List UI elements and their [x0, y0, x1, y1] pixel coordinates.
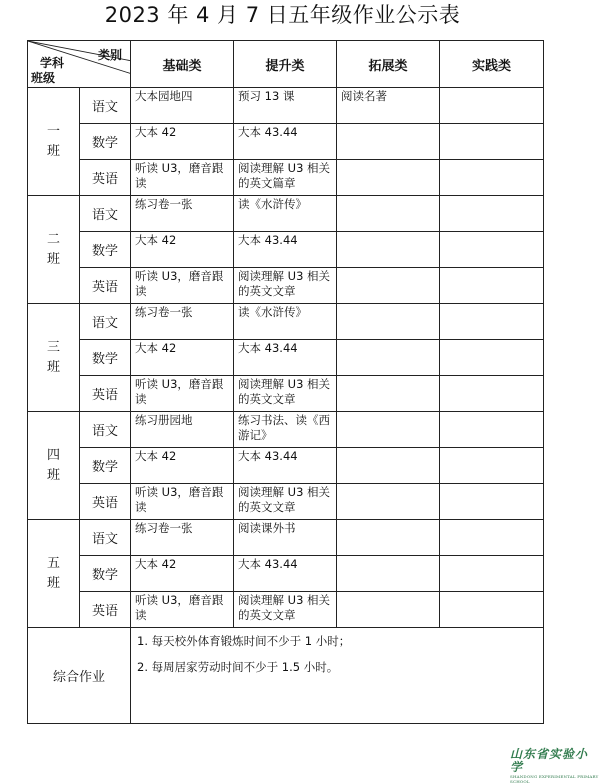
extend-homework-cell: [337, 196, 440, 232]
improve-homework-cell: 阅读理解 U3 相关的英文文章: [234, 484, 337, 520]
subject-cell: 语文: [80, 88, 131, 124]
practice-homework-cell: [440, 268, 544, 304]
extend-homework-cell: [337, 340, 440, 376]
table-row: [28, 592, 544, 628]
extend-homework-cell: [337, 124, 440, 160]
class-name-char: 四: [46, 447, 60, 463]
corner-label-category: 类别: [97, 48, 122, 62]
extend-homework-cell: [337, 376, 440, 412]
basic-homework-cell: 听读 U3，磨音跟读: [131, 268, 234, 304]
summary-content: [131, 628, 544, 724]
improve-homework-cell: 阅读课外书: [234, 520, 337, 556]
table-row: [28, 232, 544, 268]
column-header-practice: 实践类: [440, 41, 544, 88]
class-name-cell: [28, 520, 80, 628]
subject-cell: 数学: [80, 448, 131, 484]
practice-homework-cell: [440, 556, 544, 592]
table-row: [28, 88, 544, 124]
column-header-basic: 基础类: [131, 41, 234, 88]
subject-cell: 英语: [80, 484, 131, 520]
class-name-char: 班: [46, 143, 60, 159]
extend-homework-cell: [337, 412, 440, 448]
subject-cell: 英语: [80, 376, 131, 412]
subject-cell: 语文: [80, 196, 131, 232]
table-row: [28, 448, 544, 484]
improve-homework-cell: 读《水浒传》: [234, 304, 337, 340]
practice-homework-cell: [440, 520, 544, 556]
improve-homework-cell: 阅读理解 U3 相关的英文篇章: [234, 160, 337, 196]
summary-item: 2. 每周居家劳动时间不少于 1.5 小时。: [137, 660, 339, 674]
improve-homework-cell: 阅读理解 U3 相关的英文文章: [234, 376, 337, 412]
table-row: [28, 304, 544, 340]
basic-homework-cell: 大本园地四: [131, 88, 234, 124]
improve-homework-cell: 读《水浒传》: [234, 196, 337, 232]
practice-homework-cell: [440, 160, 544, 196]
practice-homework-cell: [440, 304, 544, 340]
subject-cell: 语文: [80, 412, 131, 448]
practice-homework-cell: [440, 124, 544, 160]
basic-homework-cell: 听读 U3，磨音跟读: [131, 160, 234, 196]
extend-homework-cell: [337, 484, 440, 520]
basic-homework-cell: 练习卷一张: [131, 196, 234, 232]
subject-cell: 数学: [80, 340, 131, 376]
practice-homework-cell: [440, 232, 544, 268]
table-row: [28, 268, 544, 304]
basic-homework-cell: 大本 42: [131, 232, 234, 268]
extend-homework-cell: [337, 304, 440, 340]
subject-cell: 英语: [80, 160, 131, 196]
class-name-cell: [28, 196, 80, 304]
school-logo: [510, 747, 600, 784]
basic-homework-cell: 大本 42: [131, 448, 234, 484]
subject-cell: 数学: [80, 232, 131, 268]
table-row: [28, 412, 544, 448]
class-name-char: 班: [46, 251, 60, 267]
corner-label-class: 班级: [31, 71, 56, 85]
class-name-char: 班: [46, 359, 60, 375]
basic-homework-cell: 练习卷一张: [131, 520, 234, 556]
extend-homework-cell: [337, 520, 440, 556]
practice-homework-cell: [440, 88, 544, 124]
extend-homework-cell: [337, 556, 440, 592]
table-row: [28, 124, 544, 160]
practice-homework-cell: [440, 196, 544, 232]
practice-homework-cell: [440, 412, 544, 448]
basic-homework-cell: 大本 42: [131, 124, 234, 160]
basic-homework-cell: 练习册园地: [131, 412, 234, 448]
extend-homework-cell: [337, 160, 440, 196]
summary-row: [28, 628, 544, 724]
improve-homework-cell: 练习书法、读《西游记》: [234, 412, 337, 448]
subject-cell: 英语: [80, 268, 131, 304]
table-row: [28, 376, 544, 412]
improve-homework-cell: 大本 43.44: [234, 448, 337, 484]
table-row: [28, 520, 544, 556]
basic-homework-cell: 听读 U3，磨音跟读: [131, 376, 234, 412]
improve-homework-cell: 大本 43.44: [234, 232, 337, 268]
homework-table: [27, 40, 544, 724]
extend-homework-cell: [337, 592, 440, 628]
extend-homework-cell: 阅读名著: [337, 88, 440, 124]
page-title: 2023 年 4 月 7 日五年级作业公示表: [104, 3, 461, 27]
class-name-char: 班: [46, 575, 60, 591]
subject-cell: 数学: [80, 556, 131, 592]
class-name-char: 五: [46, 555, 60, 571]
basic-homework-cell: 练习卷一张: [131, 304, 234, 340]
table-row: [28, 556, 544, 592]
corner-label-subject: 学科: [40, 56, 65, 70]
improve-homework-cell: 阅读理解 U3 相关的英文文章: [234, 592, 337, 628]
practice-homework-cell: [440, 340, 544, 376]
school-logo-name: 山东省实验小学: [510, 747, 589, 774]
class-name-cell: [28, 304, 80, 412]
header-row: [28, 41, 544, 88]
improve-homework-cell: 大本 43.44: [234, 124, 337, 160]
basic-homework-cell: 大本 42: [131, 556, 234, 592]
practice-homework-cell: [440, 592, 544, 628]
basic-homework-cell: 大本 42: [131, 340, 234, 376]
improve-homework-cell: 预习 13 课: [234, 88, 337, 124]
table-row: [28, 196, 544, 232]
subject-cell: 数学: [80, 124, 131, 160]
practice-homework-cell: [440, 376, 544, 412]
subject-cell: 语文: [80, 304, 131, 340]
practice-homework-cell: [440, 448, 544, 484]
basic-homework-cell: 听读 U3，磨音跟读: [131, 484, 234, 520]
table-row: [28, 484, 544, 520]
basic-homework-cell: 听读 U3，磨音跟读: [131, 592, 234, 628]
subject-cell: 语文: [80, 520, 131, 556]
summary-label: 综合作业: [28, 628, 131, 724]
improve-homework-cell: 阅读理解 U3 相关的英文文章: [234, 268, 337, 304]
school-logo-english: SHANDONG EXPERIMENTAL PRIMARY SCHOOL: [510, 774, 599, 784]
practice-homework-cell: [440, 484, 544, 520]
summary-item: 1. 每天校外体育锻炼时间不少于 1 小时；: [137, 634, 351, 648]
class-name-cell: [28, 412, 80, 520]
class-name-char: 二: [46, 231, 60, 247]
extend-homework-cell: [337, 268, 440, 304]
improve-homework-cell: 大本 43.44: [234, 340, 337, 376]
class-name-char: 班: [46, 467, 60, 483]
table-row: [28, 340, 544, 376]
class-name-cell: [28, 88, 80, 196]
class-name-char: 三: [46, 339, 60, 355]
column-header-improve: 提升类: [234, 41, 337, 88]
extend-homework-cell: [337, 232, 440, 268]
diagonal-header-cell: [28, 41, 131, 88]
class-name-char: 一: [46, 123, 60, 139]
extend-homework-cell: [337, 448, 440, 484]
column-header-extend: 拓展类: [337, 41, 440, 88]
table-row: [28, 160, 544, 196]
subject-cell: 英语: [80, 592, 131, 628]
improve-homework-cell: 大本 43.44: [234, 556, 337, 592]
